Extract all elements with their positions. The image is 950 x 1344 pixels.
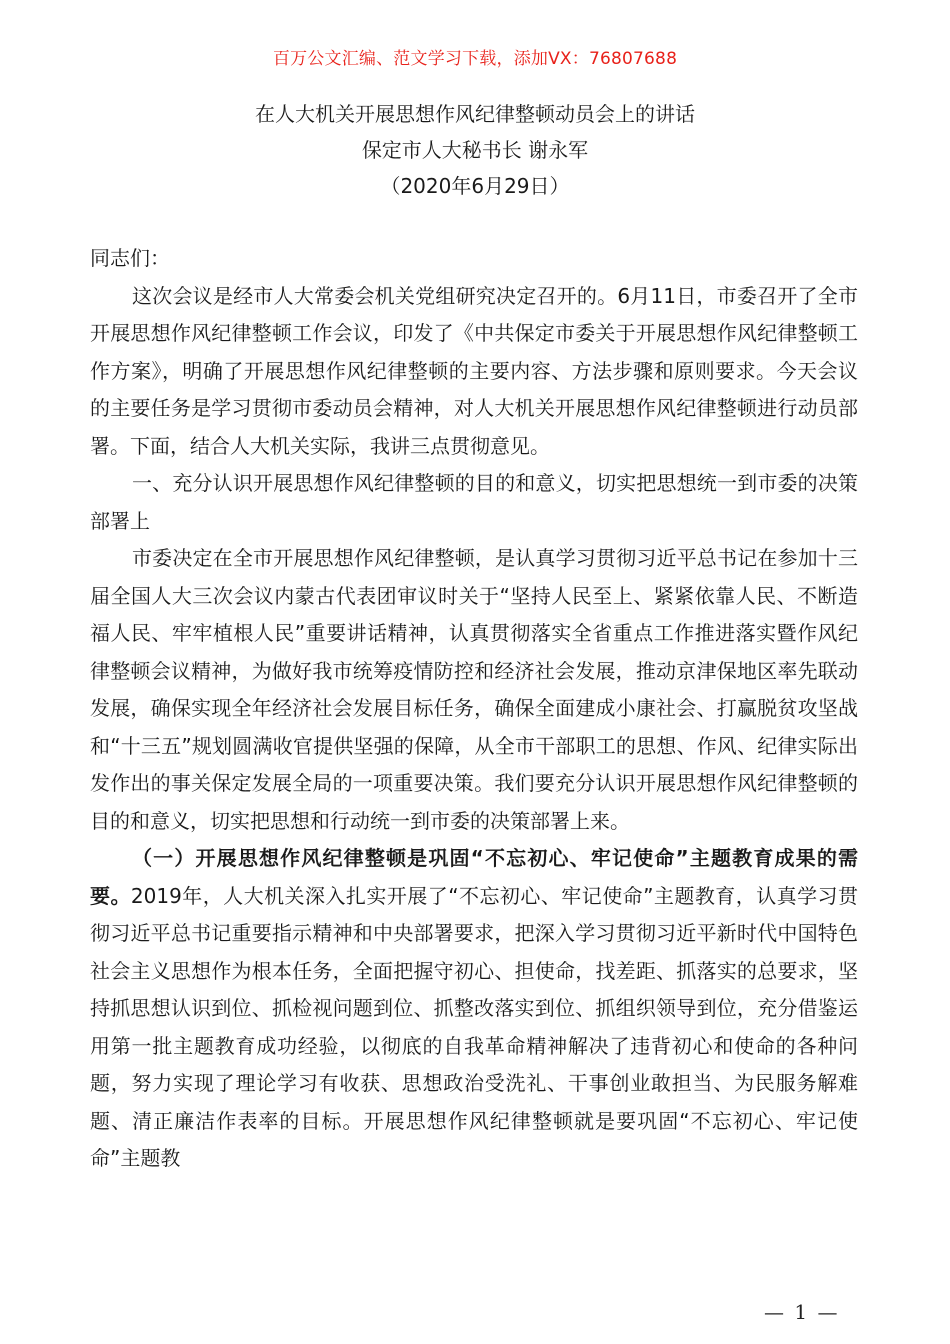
speaker-line: 保定市人大秘书长 谢永军 (361, 138, 589, 162)
speech-date: （2020年6月29日） (380, 174, 570, 198)
document-body (90, 240, 858, 1178)
paragraph-subsection-1 (90, 840, 858, 1178)
document-title-block (0, 96, 950, 204)
section-heading-1: 一、充分认识开展思想作风纪律整顿的目的和意义，切实把思想统一到市委的决策部署上 (90, 471, 858, 533)
salutation: 同志们： (90, 246, 170, 270)
document-title: 在人大机关开展思想作风纪律整顿动员会上的讲话 (255, 102, 695, 126)
subsection-text-1: 2019年，人大机关深入扎实开展了“不忘初心、牢记使命”主题教育，认真学习贯彻习近平总书记重要指示精神和中央部署要求，把深入学习贯彻习近平新时代中国特色社会主义思想作为根本任务，全面把握守初心、担使命，找差距、抓落实的总要求，坚持抓思想认识到位、抓检视问题到位、抓整改落实到位、抓组织领导到位，充分借鉴运用第一批主题教育成功经验，以彻底的自我革命精神解决了违背初心和使命的各种问题，努力实现了理论学习有收获、思想政治受洗礼、干事创业敢担当、为民服务解难题、清正廉洁作表率的目标。开展思想作风纪律整顿就是要巩固“不忘初心、牢记使命”主题教 (90, 883, 859, 1170)
subsection-heading-1: （一）开展思想作风纪律整顿是巩固“不忘初心、牢记使命”主题教育成果的需要。 (90, 846, 858, 908)
paragraph-intro: 这次会议是经市人大常委会机关党组研究决定召开的。6月11日，市委召开了全市开展思想作风纪律整顿工作会议，印发了《中共保定市委关于开展思想作风纪律整顿工作方案》，明确了开展思想作风纪律整顿的主要内容、方法步骤和原则要求。今天会议的主要任务是学习贯彻市委动员会精神，对人大机关开展思想作风纪律整顿进行动员部署。下面，结合人大机关实际，我讲三点贯彻意见。 (90, 283, 858, 458)
page-number: — 1 — (764, 1300, 840, 1324)
paragraph-section-1: 市委决定在全市开展思想作风纪律整顿，是认真学习贯彻习近平总书记在参加十三届全国人大三次会议内蒙古代表团审议时关于“坚持人民至上、紧紧依靠人民、不断造福人民、牢牢植根人民”重要讲话精神，认真贯彻落实全省重点工作推进落实暨作风纪律整顿会议精神，为做好我市统筹疫情防控和经济社会发展，推动京津保地区率先联动发展，确保实现全年经济社会发展目标任务，确保全面建成小康社会、打赢脱贫攻坚战和“十三五”规划圆满收官提供坚强的保障，从全市干部职工的思想、作风、纪律实际出发作出的事关保定发展全局的一项重要决策。我们要充分认识开展思想作风纪律整顿的目的和意义，切实把思想和行动统一到市委的决策部署上来。 (90, 546, 858, 833)
promo-banner: 百万公文汇编、范文学习下载，添加VX：76807688 (272, 49, 678, 69)
